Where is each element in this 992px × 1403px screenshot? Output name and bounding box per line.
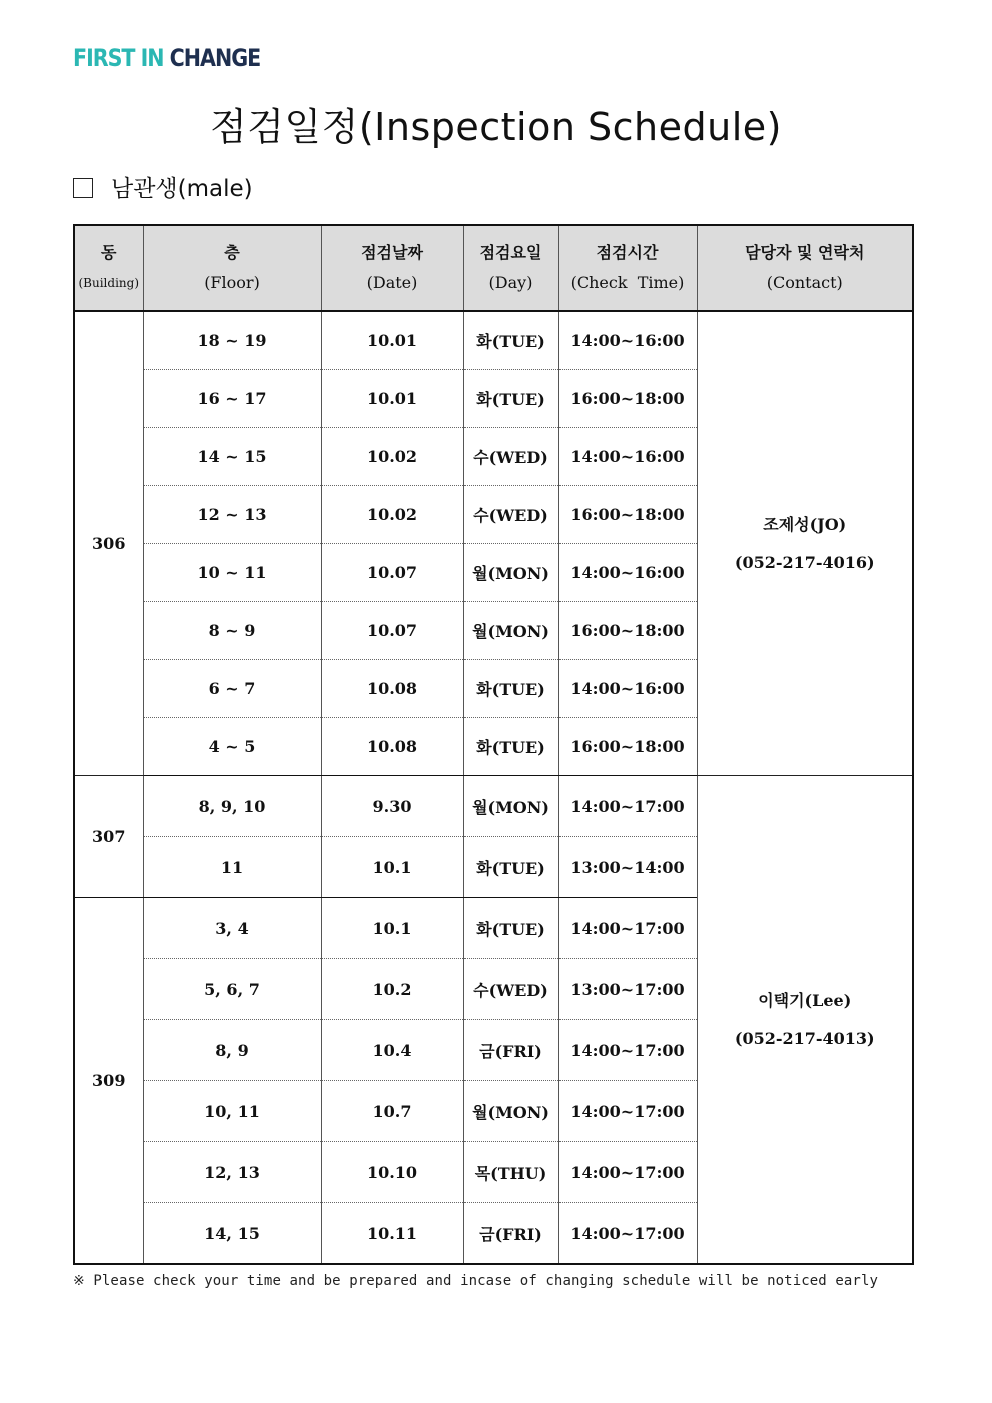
date-cell: 10.1 [321,898,463,959]
time-cell: 14:00~17:00 [558,898,697,959]
footer-note: ※ Please check your time and be prepared and incase of changing schedule will be noticed early [73,1273,878,1289]
empty-square-icon [73,178,93,198]
day-cell: 목(THU) [463,1142,558,1203]
floor-cell: 4 ~ 5 [143,718,321,776]
floor-cell: 12, 13 [143,1142,321,1203]
building-cell: 307 [74,776,143,898]
time-cell: 14:00~16:00 [558,311,697,370]
floor-cell: 12 ~ 13 [143,486,321,544]
date-cell: 10.08 [321,718,463,776]
building-cell: 306 [74,311,143,776]
time-cell: 14:00~17:00 [558,1081,697,1142]
day-cell: 월(MON) [463,1081,558,1142]
floor-cell: 10 ~ 11 [143,544,321,602]
day-cell: 수(WED) [463,959,558,1020]
day-cell: 화(TUE) [463,660,558,718]
building-cell: 309 [92,1071,126,1090]
floor-cell: 16 ~ 17 [143,370,321,428]
floor-cell: 11 [143,837,321,898]
date-cell: 10.4 [321,1020,463,1081]
day-cell: 월(MON) [463,602,558,660]
time-cell: 14:00~16:00 [558,428,697,486]
time-cell: 14:00~17:00 [558,776,697,837]
date-cell: 10.08 [321,660,463,718]
contact-cell [697,311,913,776]
section-heading [73,170,253,203]
section-label: 남관생(male) [111,176,253,202]
time-cell: 16:00~18:00 [558,370,697,428]
header-row [74,225,913,311]
date-cell: 9.30 [321,776,463,837]
contact-phone: (052-217-4016) [734,552,875,572]
inspection-schedule-table [73,224,914,1265]
floor-cell: 18 ~ 19 [143,311,321,370]
brand-logo [73,44,260,72]
time-cell: 14:00~17:00 [558,1203,697,1265]
brand-change: CHANGE [169,44,261,72]
table-row [74,311,913,370]
date-cell: 10.01 [321,311,463,370]
day-cell: 월(MON) [463,776,558,837]
date-cell: 10.02 [321,486,463,544]
date-cell: 10.7 [321,1081,463,1142]
floor-cell: 10, 11 [143,1081,321,1142]
day-cell: 월(MON) [463,544,558,602]
table-row [74,776,913,837]
time-cell: 14:00~16:00 [558,660,697,718]
date-cell: 10.1 [321,837,463,898]
contact-name: 조제성(JO) [763,514,847,534]
time-cell: 13:00~17:00 [558,959,697,1020]
date-cell: 10.11 [321,1203,463,1265]
header-date: 점검날짜 (Date) [321,225,463,311]
day-cell: 수(WED) [463,486,558,544]
day-cell: 금(FRI) [463,1020,558,1081]
date-cell: 10.10 [321,1142,463,1203]
brand-first-in: FIRST IN [73,44,164,72]
date-cell: 10.01 [321,370,463,428]
time-cell: 16:00~18:00 [558,718,697,776]
time-cell: 14:00~16:00 [558,544,697,602]
floor-cell: 3, 4 [143,898,321,959]
contact-phone: (052-217-4013) [734,1028,875,1048]
time-cell: 16:00~18:00 [558,486,697,544]
floor-cell: 5, 6, 7 [143,959,321,1020]
page-title: 점검일정(Inspection Schedule) [210,105,782,149]
day-cell: 화(TUE) [463,370,558,428]
header-building: 동 (Building) [74,225,143,311]
contact-cell [697,776,913,1265]
header-day: 점검요일 (Day) [463,225,558,311]
header-check-time: 점검시간 (Check Time) [558,225,697,311]
time-cell: 13:00~14:00 [558,837,697,898]
day-cell: 금(FRI) [463,1203,558,1265]
day-cell: 화(TUE) [463,718,558,776]
date-cell: 10.07 [321,544,463,602]
time-cell: 14:00~17:00 [558,1020,697,1081]
date-cell: 10.2 [321,959,463,1020]
date-cell: 10.07 [321,602,463,660]
floor-cell: 6 ~ 7 [143,660,321,718]
contact-name: 이택기(Lee) [758,990,852,1010]
floor-cell: 8, 9, 10 [143,776,321,837]
floor-cell: 8, 9 [143,1020,321,1081]
header-contact: 담당자 및 연락처 (Contact) [697,225,913,311]
header-floor: 층 (Floor) [143,225,321,311]
time-cell: 16:00~18:00 [558,602,697,660]
day-cell: 화(TUE) [463,311,558,370]
day-cell: 화(TUE) [463,898,558,959]
floor-cell: 14, 15 [143,1203,321,1265]
date-cell: 10.02 [321,428,463,486]
day-cell: 화(TUE) [463,837,558,898]
time-cell: 14:00~17:00 [558,1142,697,1203]
floor-cell: 14 ~ 15 [143,428,321,486]
floor-cell: 8 ~ 9 [143,602,321,660]
day-cell: 수(WED) [463,428,558,486]
